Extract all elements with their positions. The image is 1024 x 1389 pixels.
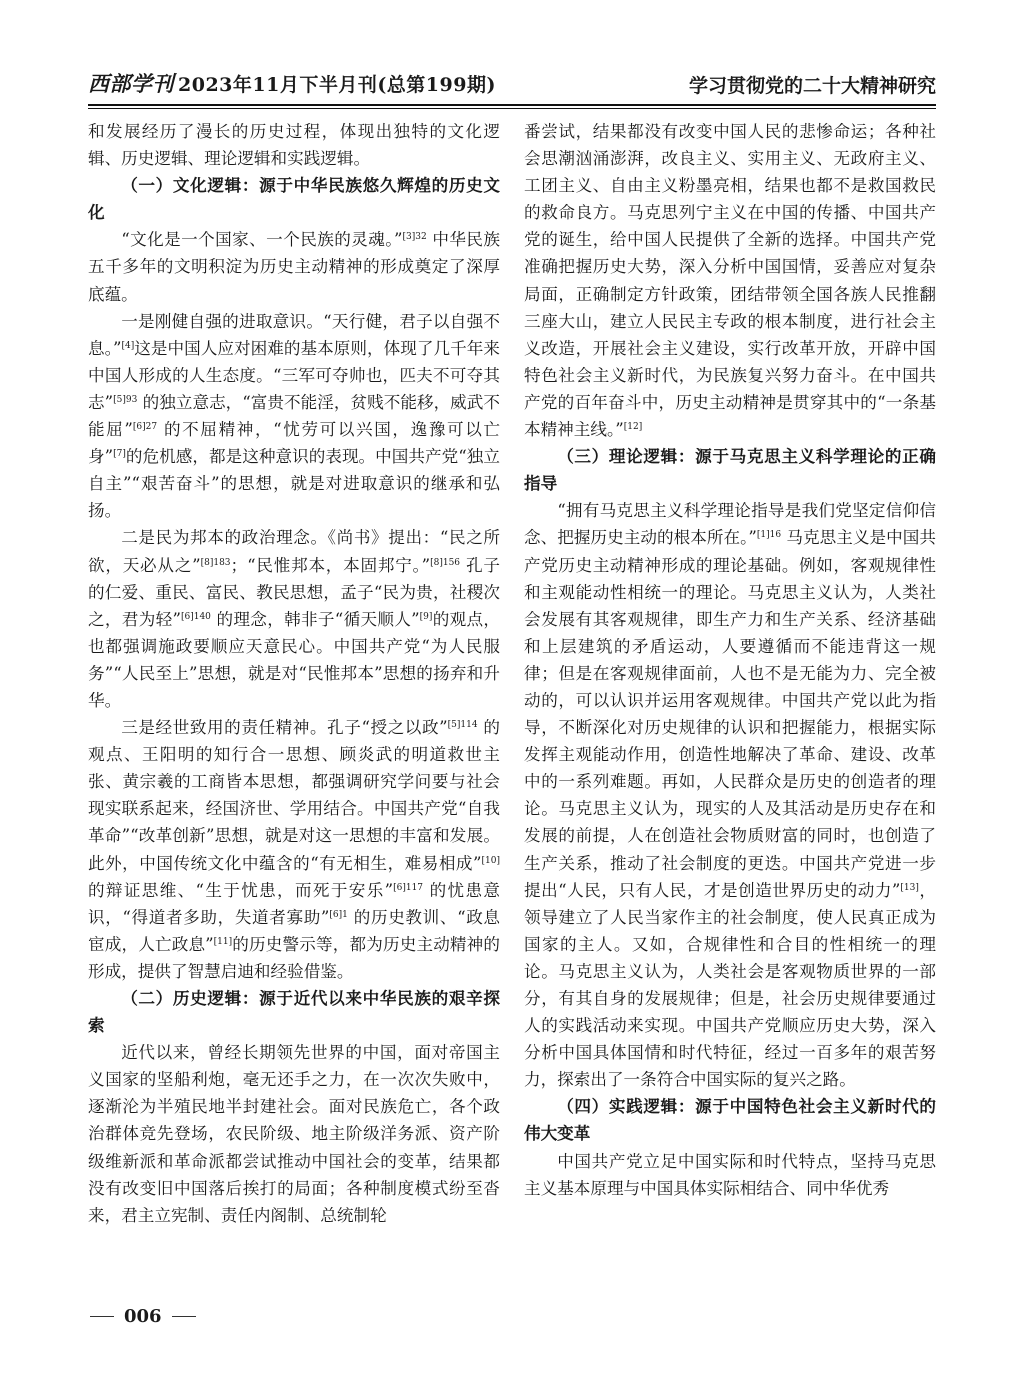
citation-ref: [12] <box>623 422 643 433</box>
body-paragraph: “拥有马克思主义科学理论指导是我们党坚定信仰信念、把握历史主动的根本所在。”$^{[1]16}$ 马克思主义是中国共产党历史主动精神形成的理论基础。例如，客观规律性和主观能动性相统一的理论。马克思主义认为，人类社会发展有其客观规律，即生产力和生产关系、经济基础和上层建筑的矛盾运动，人要遵循而不能违背这一规律；但是在客观规律面前，人也不是无能为力、完全被动的，可以认识并运用客观规律。中国共产党以此为指导，不断深化对历史规律的认识和把握能力，根据实际发挥主观能动作用，创造性地解决了革命、建设、改革中的一系列难题。再如，人民群众是历史的创造者的理论。马克思主义认为，现实的人及其活动是历史存在和发展的前提，人在创造社会物质财富的同时，也创造了生产关系，推动了社会制度的更迭。中国共产党进一步提出“人民，只有人民，才是创造世界历史的动力”[13]，领导建立了人民当家作主的社会制度，使人民真正成为国家的主人。又如，合规律性和合目的性相统一的理论。马克思主义认为，人类社会是客观物质世界的一部分，有其自身的发展规律；但是，社会历史规律要通过人的实践活动来实现。中国共产党顺应历史大势，深入分析中国具体国情和时代特征，经过一百多年的艰苦努力，探索出了一条符合中国实际的复兴之路。 <box>524 501 936 1090</box>
citation-ref: [5]114 <box>447 720 478 731</box>
section-heading: （三）理论逻辑：源于马克思主义科学理论的正确指导 <box>524 447 936 494</box>
citation-ref: [10] <box>481 855 500 866</box>
citation-ref: [6]1 <box>329 909 348 920</box>
body-paragraph: 番尝试，结果都没有改变中国人民的悲惨命运；各种社会思潮汹涌澎湃，改良主义、实用主义、无政府主义、工团主义、自由主义粉墨亮相，结果也都不是救国救民的救命良方。马克思列宁主义在中国的传播、中国共产党的诞生，给中国人民提供了全新的选择。中国共产党准确把握历史大势，深入分析中国国情，妥善应对复杂局面，正确制定方针政策，团结带领全国各族人民推翻三座大山，建立人民民主专政的根本制度，进行社会主义改造，开展社会主义建设，实行改革开放，开辟中国特色社会主义新时代，为民族复兴努力奋斗。在中国共产党的百年奋斗中，历史主动精神是贯穿其中的“一条基本精神主线。”[12] <box>524 122 936 440</box>
body-paragraph: 三是经世致用的责任精神。孔子“授之以政”$^{[5]114}$ 的观点、王阳明的知行合一思想、顾炎武的明道救世主张、黄宗羲的工商皆本思想，都强调研究学问要与社会现实联系起来，经国济世、学用结合。中国共产党“自我革命”“改革创新”思想，就是对这一思想的丰富和发展。此外，中国传统文化中蕴含的“有无相生，难易相成”[10]的辩证思维、“生于忧患，而死于安乐”$^{[6]117}$ 的忧患意识，“得道者多助，失道者寡助”$^{[6]1}$ 的历史教训、“政息宦成，人亡政息”[11]的历史警示等，都为历史主动精神的形成，提供了智慧启迪和经验借鉴。 <box>88 718 501 981</box>
body-paragraph: 一是刚健自强的进取意识。“天行健，君子以自强不息。”[4]这是中国人应对困难的基本原则，体现了几千年来中国人形成的人生态度。“三军可夺帅也，匹夫不可夺其志”$^{[5]93}$ 的独立意志，“富贵不能淫，贫贱不能移，威武不能屈”$^{[6]27}$ 的不屈精神，“忧劳可以兴国，逸豫可以亡身”[7]的危机感，都是这种意识的表现。中国共产党“独立自主”“艰苦奋斗”的思想，就是对进取意识的继承和弘扬。 <box>88 311 501 521</box>
citation-ref: [8]156 <box>430 557 461 568</box>
page-footer <box>90 1306 196 1327</box>
body-paragraph: “文化是一个国家、一个民族的灵魂。”$^{[3]32}$ 中华民族五千多年的文明积淀为历史主动精神的形成奠定了深厚底蕴。 <box>88 230 500 304</box>
page-number: 006 <box>124 1306 162 1327</box>
citation-ref: [5]93 <box>113 394 138 405</box>
body-paragraph: 和发展经历了漫长的历史过程，体现出独特的文化逻辑、历史逻辑、理论逻辑和实践逻辑。 <box>88 122 500 169</box>
citation-ref: [7] <box>113 449 126 460</box>
citation-ref: [9] <box>419 611 433 622</box>
section-heading: （四）实践逻辑：源于中国特色社会主义新时代的伟大变革 <box>524 1097 936 1144</box>
citation-ref: [3]32 <box>402 232 427 243</box>
journal-title: 西部学刊 <box>88 71 174 96</box>
header-rule-thin <box>88 108 936 109</box>
citation-ref: [6]27 <box>132 422 158 433</box>
body-paragraph: 中国共产党立足中国实际和时代特点，坚持马克思主义基本原理与中国具体实际相结合、同中华优秀 <box>524 1151 936 1198</box>
footer-dash-left <box>90 1316 114 1318</box>
body-paragraph: 二是民为邦本的政治理念。《尚书》提出：“民之所欲，天必从之”$^{[8]183}$；“民惟邦本，本固邦宁。”$^{[8]156}$ 孔子的仁爱、重民、富民、教民思想，孟子“民为贵，社稷次之，君为轻”$^{[6]140}$ 的理念，韩非子“循天顺人”[9]的观点，也都强调施政要顺应天意民心。中国共产党“为人民服务”“人民至上”思想，就是对“民惟邦本”思想的扬弃和升华。 <box>88 528 501 710</box>
body-paragraph: 近代以来，曾经长期领先世界的中国，面对帝国主义国家的坚船利炮，毫无还手之力，在一次次失败中，逐渐沦为半殖民地半封建社会。面对民族危亡，各个政治群体竞先登场，农民阶级、地主阶级洋务派、资产阶级维新派和革命派都尝试推动中国社会的变革，结果都没有改变旧中国落后挨打的局面；各种制度模式纷至沓来，君主立宪制、责任内阁制、总统制轮 <box>88 1043 500 1225</box>
citation-ref: [6]117 <box>393 882 424 893</box>
citation-ref: [8]183 <box>200 557 231 568</box>
section-title: 学习贯彻党的二十大精神研究 <box>688 75 936 97</box>
left-column <box>88 118 500 1229</box>
footer-dash-right <box>172 1316 196 1318</box>
header-rule <box>88 104 936 106</box>
issue-label: 2023年11月下半月刊(总第199期) <box>178 74 496 96</box>
section-heading: （一）文化逻辑：源于中华民族悠久辉煌的历史文化 <box>88 176 500 223</box>
citation-ref: [6]140 <box>180 611 211 622</box>
citation-ref: [13] <box>900 882 919 893</box>
running-header <box>88 68 936 98</box>
citation-ref: [1]16 <box>756 530 782 541</box>
citation-ref: [11] <box>213 936 233 947</box>
right-column <box>524 118 936 1202</box>
header-issue-info <box>88 68 496 98</box>
citation-ref: [4] <box>121 340 135 351</box>
section-heading: （二）历史逻辑：源于近代以来中华民族的艰辛探索 <box>88 989 500 1036</box>
